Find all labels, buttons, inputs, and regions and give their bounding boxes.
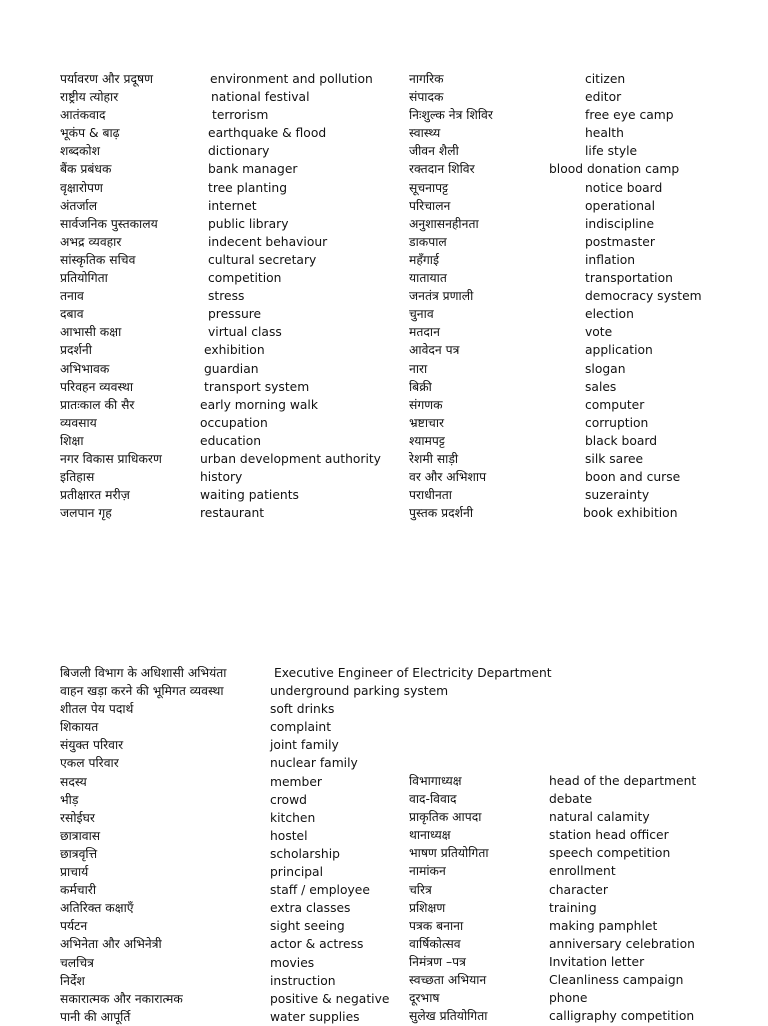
vocab-entry: transport system: [204, 379, 310, 394]
vocab-entry: नारा: [409, 361, 428, 376]
vocab-entry: रक्तदान शिविर: [409, 162, 475, 177]
vocab-entry: अभिभावक: [60, 361, 110, 376]
vocab-entry: सकारात्मक और नकारात्मक: [60, 991, 183, 1006]
vocab-entry: competition: [208, 271, 282, 286]
vocab-entry: boon and curse: [585, 470, 681, 485]
vocab-entry: शीतल पेय पदार्थ: [60, 702, 134, 717]
s1-english-right-column: [549, 70, 702, 522]
vocab-entry: स्वच्छता अभियान: [409, 973, 487, 988]
s1-hindi-right-column: [409, 70, 493, 522]
vocab-entry: natural calamity: [549, 810, 650, 825]
vocab-entry: पत्रक बनाना: [409, 918, 464, 933]
vocab-entry: सांस्कृतिक सचिव: [60, 252, 136, 267]
vocab-entry: hostel: [270, 828, 308, 843]
vocab-entry: वर और अभिशाप: [409, 470, 487, 485]
vocab-entry: actor & actress: [270, 937, 364, 952]
vocab-entry: national festival: [211, 90, 310, 105]
vocab-entry: प्रदर्शनी: [60, 343, 92, 358]
vocab-entry: आतंकवाद: [60, 108, 106, 123]
vocab-entry: महँगाई: [409, 252, 440, 267]
vocab-entry: स्वास्थ्य: [409, 126, 441, 141]
vocab-entry: anniversary celebration: [549, 936, 695, 951]
s2-hindi-right-column: [409, 772, 489, 1025]
vocab-entry: Executive Engineer of Electricity Department: [274, 666, 552, 680]
vocab-entry: पुस्तक प्रदर्शनी: [409, 506, 474, 521]
vocab-entry: staff / employee: [270, 883, 370, 898]
vocab-entry: शिक्षा: [60, 433, 84, 448]
vocab-entry: सदस्य: [60, 774, 87, 789]
vocab-entry: परिवहन व्यवस्था: [60, 379, 134, 394]
vocab-entry: छात्रवृत्ति: [60, 846, 98, 861]
vocab-entry: मतदान: [409, 325, 440, 340]
vocab-entry: cultural secretary: [208, 252, 317, 267]
vocab-entry: phone: [549, 991, 588, 1006]
vocab-entry: परिचालन: [409, 198, 451, 213]
vocab-entry: enrollment: [549, 864, 616, 879]
vocab-entry: public library: [208, 216, 289, 231]
vocab-entry: व्यवसाय: [60, 415, 97, 430]
vocab-entry: नामांकन: [409, 864, 446, 879]
vocab-entry: tree planting: [208, 180, 288, 195]
vocab-entry: अभिनेता और अभिनेत्री: [60, 937, 162, 952]
vocab-entry: भाषण प्रतियोगिता: [409, 846, 489, 861]
vocab-entry: अभद्र व्यवहार: [60, 234, 122, 249]
vocab-entry: bank manager: [208, 162, 298, 177]
vocab-entry: वाद-विवाद: [409, 792, 457, 807]
vocab-entry: सूचनापट्ट: [409, 180, 449, 195]
vocab-entry: रेशमी साड़ी: [409, 451, 459, 466]
vocab-entry: occupation: [200, 415, 268, 430]
vocab-entry: restaurant: [200, 506, 265, 521]
vocab-entry: चलचित्र: [60, 955, 94, 970]
vocab-entry: प्रातःकाल की सैर: [60, 397, 135, 412]
vocab-entry: indiscipline: [585, 216, 655, 231]
vocab-entry: dictionary: [208, 144, 270, 159]
vocab-entry: kitchen: [270, 810, 316, 825]
vocab-entry: transportation: [585, 271, 673, 286]
vocab-entry: training: [549, 900, 597, 915]
vocab-entry: वार्षिकोत्सव: [409, 936, 461, 951]
s1-hindi-left-column: [60, 70, 162, 522]
vocab-entry: extra classes: [270, 901, 351, 916]
vocab-entry: बिक्री: [409, 379, 432, 394]
vocab-entry: calligraphy competition: [549, 1009, 695, 1024]
vocab-entry: प्राकृतिक आपदा: [409, 810, 482, 825]
vocab-entry: environment and pollution: [210, 72, 373, 86]
vocab-entry: citizen: [585, 72, 626, 86]
vocab-entry: एकल परिवार: [60, 756, 119, 771]
vocab-entry: कर्मचारी: [60, 883, 97, 898]
vocab-entry: scholarship: [270, 846, 340, 861]
vocab-entry: soft drinks: [270, 702, 335, 717]
vocab-entry: प्रशिक्षण: [409, 900, 446, 915]
vocab-entry: guardian: [204, 361, 259, 376]
vocab-entry: history: [200, 470, 243, 485]
vocab-entry: early morning walk: [200, 397, 318, 412]
vocab-entry: जनतंत्र प्रणाली: [409, 289, 474, 304]
vocab-entry: भूकंप & बाढ़: [60, 126, 120, 141]
vocab-entry: पानी की आपूर्ति: [60, 1009, 131, 1024]
vocab-entry: life style: [585, 144, 638, 159]
vocab-entry: बिजली विभाग के अधिशासी अभियंता: [60, 666, 227, 680]
vocab-entry: book exhibition: [583, 506, 678, 521]
vocab-entry: election: [585, 307, 634, 322]
vocab-entry: silk saree: [585, 451, 644, 466]
vocab-entry: अतिरिक्त कक्षाएँ: [60, 901, 134, 916]
vocab-entry: complaint: [270, 720, 332, 735]
vocab-entry: virtual class: [208, 325, 282, 340]
vocab-entry: instruction: [270, 973, 336, 988]
s1-english-left-column: [200, 70, 381, 522]
vocab-entry: vote: [585, 325, 613, 340]
vocab-entry: internet: [208, 198, 257, 213]
vocab-entry: principal: [270, 865, 324, 880]
vocab-entry: water supplies: [270, 1009, 360, 1024]
vocab-entry: पर्यावरण और प्रदूषण: [60, 72, 154, 86]
vocab-entry: education: [200, 433, 262, 448]
vocab-entry: भीड़: [60, 792, 79, 807]
vocab-entry: वाहन खड़ा करने की भूमिगत व्यवस्था: [60, 684, 224, 699]
vocab-entry: अंतर्जाल: [60, 198, 98, 213]
vocab-entry: slogan: [585, 361, 626, 376]
vocab-entry: संयुक्त परिवार: [60, 738, 124, 753]
vocab-entry: पराधीनता: [409, 488, 452, 503]
vocab-entry: निःशुल्क नेत्र शिविर: [409, 108, 493, 123]
vocab-entry: शिकायत: [60, 720, 99, 735]
vocab-entry: pressure: [208, 307, 262, 322]
vocab-entry: exhibition: [204, 343, 265, 358]
vocab-entry: दबाव: [60, 307, 84, 322]
vocab-entry: Cleanliness campaign: [549, 973, 684, 988]
vocab-entry: health: [585, 126, 624, 141]
vocab-entry: sight seeing: [270, 919, 345, 934]
vocab-entry: underground parking system: [270, 684, 449, 699]
vocab-entry: डाकपाल: [409, 234, 447, 249]
vocab-entry: थानाध्यक्ष: [409, 828, 451, 843]
vocab-entry: application: [585, 343, 653, 358]
vocab-entry: earthquake & flood: [208, 126, 327, 141]
vocab-entry: प्रतियोगिता: [60, 271, 108, 286]
vocab-entry: positive & negative: [270, 991, 390, 1006]
vocab-entry: Invitation letter: [549, 954, 645, 969]
vocab-entry: बैंक प्रबंधक: [60, 162, 112, 177]
vocab-entry: head of the department: [549, 774, 697, 788]
vocab-entry: movies: [270, 955, 315, 970]
vocab-entry: संपादक: [409, 90, 444, 105]
vocab-entry: blood donation camp: [549, 162, 680, 177]
vocab-entry: joint family: [270, 738, 339, 753]
vocab-entry: crowd: [270, 792, 307, 807]
vocab-entry: notice board: [585, 180, 663, 195]
vocab-entry: निमंत्रण –पत्र: [409, 954, 466, 969]
vocab-entry: वृक्षारोपण: [60, 180, 103, 195]
vocab-entry: नगर विकास प्राधिकरण: [60, 451, 162, 466]
vocab-entry: छात्रावास: [60, 828, 101, 843]
vocab-entry: निर्देश: [60, 973, 85, 988]
vocab-entry: suzerainty: [585, 488, 650, 503]
vocab-entry: भ्रष्टाचार: [409, 415, 445, 430]
vocab-entry: इतिहास: [60, 470, 95, 485]
vocab-entry: free eye camp: [585, 108, 674, 123]
vocab-entry: नागरिक: [409, 72, 444, 86]
vocab-entry: operational: [585, 198, 655, 213]
vocab-entry: member: [270, 774, 322, 789]
vocab-entry: सुलेख प्रतियोगिता: [409, 1009, 488, 1024]
vocab-entry: computer: [585, 397, 645, 412]
vocab-entry: राष्ट्रीय त्योहार: [60, 90, 119, 105]
vocab-entry: waiting patients: [200, 488, 299, 503]
vocab-entry: editor: [585, 90, 622, 105]
vocab-entry: श्यामपट्ट: [409, 433, 445, 448]
s2-english-right-column: [549, 772, 696, 1025]
vocab-entry: जलपान गृह: [60, 506, 112, 521]
vocab-entry: terrorism: [212, 108, 269, 123]
vocab-entry: तनाव: [60, 289, 84, 304]
vocab-entry: दूरभाष: [409, 991, 440, 1006]
vocab-entry: station head officer: [549, 828, 669, 843]
vocab-entry: democracy system: [585, 289, 702, 304]
vocab-entry: inflation: [585, 252, 636, 267]
vocab-entry: आवेदन पत्र: [409, 343, 460, 358]
vocab-entry: character: [549, 882, 608, 897]
vocab-entry: black board: [585, 433, 658, 448]
vocab-entry: debate: [549, 792, 593, 807]
vocab-entry: प्राचार्य: [60, 865, 89, 880]
vocab-entry: विभागाध्यक्ष: [409, 774, 462, 788]
vocab-entry: जीवन शैली: [409, 144, 459, 159]
vocab-entry: postmaster: [585, 234, 655, 249]
vocab-entry: stress: [208, 289, 245, 304]
vocab-entry: speech competition: [549, 846, 671, 861]
vocab-entry: nuclear family: [270, 756, 358, 771]
vocab-entry: चरित्र: [409, 882, 432, 897]
s2-hindi-left-column: [60, 664, 226, 1026]
vocab-entry: indecent behaviour: [208, 234, 328, 249]
vocab-entry: प्रतीक्षारत मरीज़: [60, 488, 130, 503]
vocab-entry: अनुशासनहीनता: [409, 216, 479, 231]
vocab-entry: sales: [585, 379, 617, 394]
vocab-entry: पर्यटन: [60, 919, 88, 934]
vocab-entry: यातायात: [409, 271, 447, 286]
vocab-entry: आभासी कक्षा: [60, 325, 122, 340]
vocab-entry: corruption: [585, 415, 649, 430]
vocab-entry: making pamphlet: [549, 918, 658, 933]
vocab-entry: सार्वजनिक पुस्तकालय: [60, 216, 158, 231]
vocab-entry: संगणक: [409, 397, 443, 412]
vocab-entry: urban development authority: [200, 451, 381, 466]
vocab-entry: शब्दकोश: [60, 144, 100, 159]
vocab-entry: रसोईघर: [60, 810, 95, 825]
vocab-entry: चुनाव: [409, 307, 434, 322]
